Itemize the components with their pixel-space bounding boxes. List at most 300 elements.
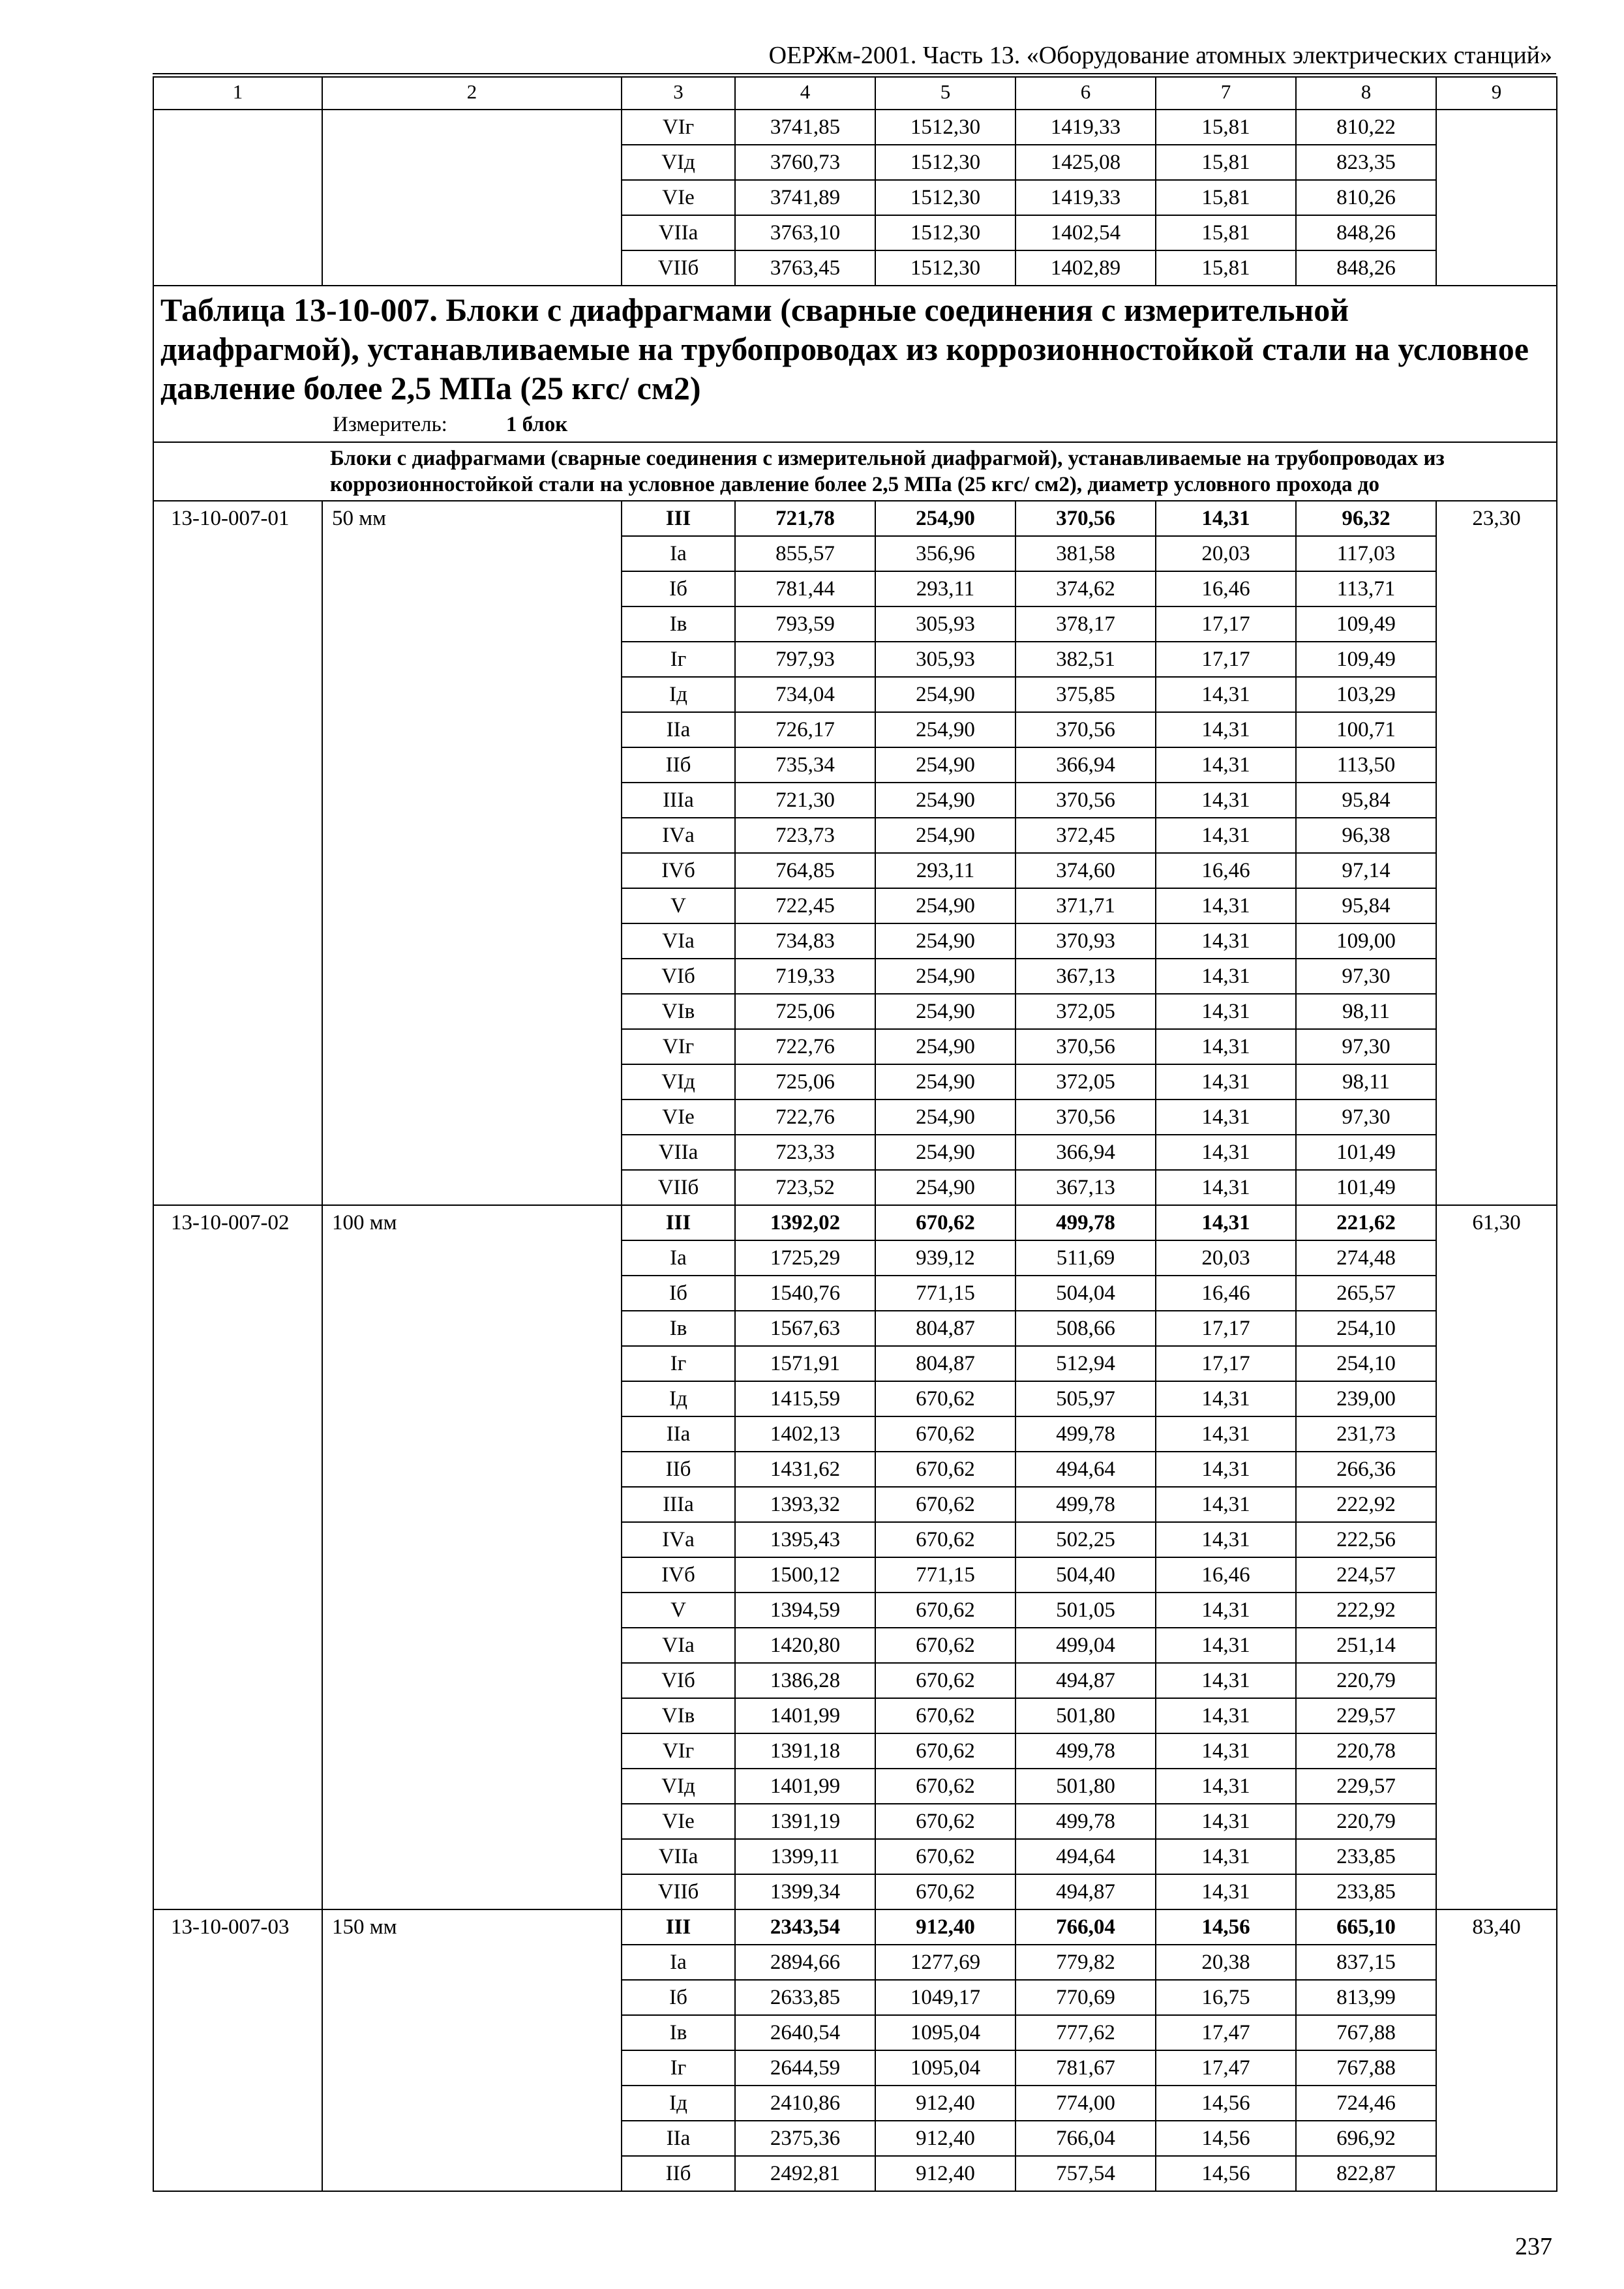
- value-cell: 113,71: [1296, 571, 1436, 606]
- value-cell: 254,90: [875, 501, 1015, 536]
- value-cell: 14,31: [1156, 1769, 1296, 1804]
- coefficient-level-cell: VIIб: [622, 1874, 735, 1909]
- value-cell: 97,14: [1296, 853, 1436, 888]
- value-cell: 14,31: [1156, 1170, 1296, 1205]
- column-number: 5: [875, 77, 1015, 110]
- coefficient-level-cell: VIIа: [622, 1839, 735, 1874]
- value-cell: 912,40: [875, 1909, 1015, 1945]
- value-cell: 1049,17: [875, 1980, 1015, 2015]
- value-cell: 2633,85: [735, 1980, 875, 2015]
- value-cell: 670,62: [875, 1839, 1015, 1874]
- value-cell: 3763,10: [735, 215, 875, 250]
- coefficient-level-cell: VIа: [622, 923, 735, 959]
- value-cell: 912,40: [875, 2086, 1015, 2121]
- coefficient-level-cell: V: [622, 1593, 735, 1628]
- table-row: [153, 1909, 1557, 1945]
- value-cell: 20,03: [1156, 1240, 1296, 1276]
- value-cell: 14,31: [1156, 959, 1296, 994]
- value-cell: 16,46: [1156, 853, 1296, 888]
- value-cell: 1419,33: [1015, 180, 1156, 215]
- value-cell: 15,81: [1156, 215, 1296, 250]
- value-cell: 494,87: [1015, 1663, 1156, 1698]
- coefficient-level-cell: VIд: [622, 145, 735, 180]
- value-cell: 15,81: [1156, 145, 1296, 180]
- value-cell: 2640,54: [735, 2015, 875, 2050]
- value-cell: 224,57: [1296, 1557, 1436, 1593]
- value-cell: 1567,63: [735, 1311, 875, 1346]
- value-cell: 1512,30: [875, 250, 1015, 286]
- column-9-cell: 23,30: [1436, 501, 1557, 1205]
- coefficient-level-cell: VIIа: [622, 215, 735, 250]
- value-cell: 1399,34: [735, 1874, 875, 1909]
- value-cell: 1500,12: [735, 1557, 875, 1593]
- value-cell: 494,64: [1015, 1839, 1156, 1874]
- value-cell: 670,62: [875, 1487, 1015, 1522]
- value-cell: 98,11: [1296, 994, 1436, 1029]
- rate-name-cell: 150 мм: [322, 1909, 622, 2191]
- coefficient-level-cell: Iб: [622, 571, 735, 606]
- table-body: [153, 77, 1557, 2191]
- column-number: 8: [1296, 77, 1436, 110]
- value-cell: 239,00: [1296, 1381, 1436, 1416]
- value-cell: 14,31: [1156, 1522, 1296, 1557]
- value-cell: 20,38: [1156, 1945, 1296, 1980]
- column-number: 4: [735, 77, 875, 110]
- value-cell: 1395,43: [735, 1522, 875, 1557]
- value-cell: 14,31: [1156, 1100, 1296, 1135]
- coefficient-level-cell: IIIа: [622, 1487, 735, 1522]
- value-cell: 1540,76: [735, 1276, 875, 1311]
- value-cell: 96,38: [1296, 818, 1436, 853]
- value-cell: 3760,73: [735, 145, 875, 180]
- value-cell: 109,00: [1296, 923, 1436, 959]
- value-cell: 1399,11: [735, 1839, 875, 1874]
- value-cell: 3741,85: [735, 110, 875, 145]
- value-cell: 770,69: [1015, 1980, 1156, 2015]
- value-cell: 2894,66: [735, 1945, 875, 1980]
- coefficient-level-cell: Iб: [622, 1980, 735, 2015]
- value-cell: 504,40: [1015, 1557, 1156, 1593]
- value-cell: 1391,19: [735, 1804, 875, 1839]
- value-cell: 777,62: [1015, 2015, 1156, 2050]
- value-cell: 14,31: [1156, 1064, 1296, 1100]
- value-cell: 726,17: [735, 712, 875, 747]
- coefficient-level-cell: VIв: [622, 1698, 735, 1733]
- value-cell: 229,57: [1296, 1769, 1436, 1804]
- value-cell: 109,49: [1296, 606, 1436, 642]
- value-cell: 781,44: [735, 571, 875, 606]
- coefficient-level-cell: IIб: [622, 1452, 735, 1487]
- value-cell: 16,46: [1156, 1557, 1296, 1593]
- value-cell: 103,29: [1296, 677, 1436, 712]
- value-cell: 764,85: [735, 853, 875, 888]
- value-cell: 372,05: [1015, 994, 1156, 1029]
- value-cell: 501,80: [1015, 1698, 1156, 1733]
- value-cell: 722,45: [735, 888, 875, 923]
- value-cell: 848,26: [1296, 215, 1436, 250]
- value-cell: 14,31: [1156, 1698, 1296, 1733]
- header-rule: [153, 73, 1556, 74]
- coefficient-level-cell: VIг: [622, 1029, 735, 1064]
- value-cell: 305,93: [875, 642, 1015, 677]
- value-cell: 254,90: [875, 923, 1015, 959]
- coefficient-level-cell: Iг: [622, 642, 735, 677]
- value-cell: 725,06: [735, 1064, 875, 1100]
- coefficient-level-cell: VIе: [622, 1100, 735, 1135]
- value-cell: 2492,81: [735, 2156, 875, 2191]
- value-cell: 1420,80: [735, 1628, 875, 1663]
- coefficient-level-cell: IVа: [622, 818, 735, 853]
- column-number: 9: [1436, 77, 1557, 110]
- value-cell: 15,81: [1156, 180, 1296, 215]
- value-cell: 98,11: [1296, 1064, 1436, 1100]
- value-cell: 1402,89: [1015, 250, 1156, 286]
- value-cell: 254,90: [875, 783, 1015, 818]
- page-number: 237: [1515, 2233, 1552, 2260]
- value-cell: 670,62: [875, 1593, 1015, 1628]
- value-cell: 2644,59: [735, 2050, 875, 2086]
- value-cell: 14,31: [1156, 1628, 1296, 1663]
- value-cell: 16,46: [1156, 571, 1296, 606]
- value-cell: 14,31: [1156, 712, 1296, 747]
- value-cell: 222,56: [1296, 1522, 1436, 1557]
- coefficient-level-cell: VIг: [622, 1733, 735, 1769]
- value-cell: 254,90: [875, 747, 1015, 783]
- value-cell: 499,78: [1015, 1804, 1156, 1839]
- value-cell: 696,92: [1296, 2121, 1436, 2156]
- value-cell: 1095,04: [875, 2050, 1015, 2086]
- value-cell: 14,31: [1156, 1804, 1296, 1839]
- value-cell: 14,31: [1156, 888, 1296, 923]
- value-cell: 254,90: [875, 959, 1015, 994]
- value-cell: 810,22: [1296, 110, 1436, 145]
- value-cell: 372,45: [1015, 818, 1156, 853]
- column-number: 1: [153, 77, 322, 110]
- coefficient-level-cell: IVа: [622, 1522, 735, 1557]
- value-cell: 251,14: [1296, 1628, 1436, 1663]
- value-cell: 3763,45: [735, 250, 875, 286]
- coefficient-level-cell: VIе: [622, 180, 735, 215]
- value-cell: 1425,08: [1015, 145, 1156, 180]
- coefficient-level-cell: VIIб: [622, 1170, 735, 1205]
- value-cell: 14,56: [1156, 2156, 1296, 2191]
- unit-value: 1 блок: [505, 413, 568, 436]
- value-cell: 370,56: [1015, 783, 1156, 818]
- value-cell: 14,31: [1156, 1416, 1296, 1452]
- value-cell: 1402,54: [1015, 215, 1156, 250]
- value-cell: 17,17: [1156, 1346, 1296, 1381]
- value-cell: 254,10: [1296, 1311, 1436, 1346]
- value-cell: 722,76: [735, 1100, 875, 1135]
- value-cell: 1431,62: [735, 1452, 875, 1487]
- value-cell: 95,84: [1296, 888, 1436, 923]
- value-cell: 14,31: [1156, 1452, 1296, 1487]
- value-cell: 222,92: [1296, 1593, 1436, 1628]
- coefficient-level-cell: VIв: [622, 994, 735, 1029]
- column-number: 7: [1156, 77, 1296, 110]
- value-cell: 722,76: [735, 1029, 875, 1064]
- value-cell: 804,87: [875, 1311, 1015, 1346]
- value-cell: 499,78: [1015, 1487, 1156, 1522]
- value-cell: 233,85: [1296, 1839, 1436, 1874]
- value-cell: 670,62: [875, 1874, 1015, 1909]
- value-cell: 670,62: [875, 1416, 1015, 1452]
- coefficient-level-cell: Iб: [622, 1276, 735, 1311]
- value-cell: 774,00: [1015, 2086, 1156, 2121]
- value-cell: 220,79: [1296, 1804, 1436, 1839]
- empty-cell: [322, 110, 622, 286]
- value-cell: 2375,36: [735, 2121, 875, 2156]
- value-cell: 767,88: [1296, 2015, 1436, 2050]
- coefficient-level-cell: VIб: [622, 1663, 735, 1698]
- value-cell: 735,34: [735, 747, 875, 783]
- value-cell: 723,73: [735, 818, 875, 853]
- rate-name-cell: 50 мм: [322, 501, 622, 1205]
- value-cell: 1391,18: [735, 1733, 875, 1769]
- value-cell: 719,33: [735, 959, 875, 994]
- value-cell: 231,73: [1296, 1416, 1436, 1452]
- value-cell: 725,06: [735, 994, 875, 1029]
- value-cell: 14,56: [1156, 2086, 1296, 2121]
- value-cell: 14,31: [1156, 994, 1296, 1029]
- value-cell: 14,31: [1156, 1839, 1296, 1874]
- value-cell: 1512,30: [875, 180, 1015, 215]
- value-cell: 499,04: [1015, 1628, 1156, 1663]
- column-number: 2: [322, 77, 622, 110]
- value-cell: 734,83: [735, 923, 875, 959]
- coefficient-level-cell: Iг: [622, 1346, 735, 1381]
- value-cell: 17,17: [1156, 1311, 1296, 1346]
- rates-table-wrapper: [153, 76, 1556, 2192]
- value-cell: 797,93: [735, 642, 875, 677]
- coefficient-level-cell: III: [622, 1909, 735, 1945]
- value-cell: 2410,86: [735, 2086, 875, 2121]
- value-cell: 370,93: [1015, 923, 1156, 959]
- value-cell: 14,31: [1156, 1663, 1296, 1698]
- value-cell: 723,33: [735, 1135, 875, 1170]
- value-cell: 1401,99: [735, 1698, 875, 1733]
- value-cell: 101,49: [1296, 1170, 1436, 1205]
- value-cell: 254,10: [1296, 1346, 1436, 1381]
- value-cell: 1277,69: [875, 1945, 1015, 1980]
- value-cell: 293,11: [875, 853, 1015, 888]
- value-cell: 670,62: [875, 1628, 1015, 1663]
- value-cell: 370,56: [1015, 1029, 1156, 1064]
- coefficient-level-cell: Iв: [622, 1311, 735, 1346]
- value-cell: 254,90: [875, 888, 1015, 923]
- value-cell: 511,69: [1015, 1240, 1156, 1276]
- value-cell: 912,40: [875, 2121, 1015, 2156]
- value-cell: 1512,30: [875, 215, 1015, 250]
- column-9-cell: 83,40: [1436, 1909, 1557, 2191]
- table-row: [153, 501, 1557, 536]
- value-cell: 757,54: [1015, 2156, 1156, 2191]
- value-cell: 366,94: [1015, 747, 1156, 783]
- value-cell: 721,78: [735, 501, 875, 536]
- value-cell: 16,46: [1156, 1276, 1296, 1311]
- table-title-cell: [153, 286, 1557, 442]
- value-cell: 293,11: [875, 571, 1015, 606]
- unit-line: [333, 410, 1550, 439]
- value-cell: 1415,59: [735, 1381, 875, 1416]
- value-cell: 17,47: [1156, 2050, 1296, 2086]
- value-cell: 771,15: [875, 1276, 1015, 1311]
- value-cell: 367,13: [1015, 959, 1156, 994]
- value-cell: 382,51: [1015, 642, 1156, 677]
- coefficient-level-cell: V: [622, 888, 735, 923]
- value-cell: 374,62: [1015, 571, 1156, 606]
- column-number: 6: [1015, 77, 1156, 110]
- coefficient-level-cell: IIб: [622, 747, 735, 783]
- value-cell: 1393,32: [735, 1487, 875, 1522]
- value-cell: 97,30: [1296, 1100, 1436, 1135]
- value-cell: 367,13: [1015, 1170, 1156, 1205]
- value-cell: 779,82: [1015, 1945, 1156, 1980]
- value-cell: 499,78: [1015, 1205, 1156, 1240]
- value-cell: 670,62: [875, 1769, 1015, 1804]
- value-cell: 1402,13: [735, 1416, 875, 1452]
- running-header: ОЕРЖм-2001. Часть 13. «Оборудование атомных электрических станций»: [768, 42, 1552, 69]
- coefficient-level-cell: Iа: [622, 1240, 735, 1276]
- value-cell: 494,64: [1015, 1452, 1156, 1487]
- value-cell: 499,78: [1015, 1733, 1156, 1769]
- value-cell: 494,87: [1015, 1874, 1156, 1909]
- value-cell: 14,31: [1156, 1381, 1296, 1416]
- value-cell: 766,04: [1015, 2121, 1156, 2156]
- rate-code-cell: 13-10-007-01: [153, 501, 322, 1205]
- value-cell: 254,90: [875, 1029, 1015, 1064]
- value-cell: 1401,99: [735, 1769, 875, 1804]
- table-title: Таблица 13-10-007. Блоки с диафрагмами (сварные соединения с измерительной диафрагмой), устанавливаемые на трубопроводах из коррозионностойкой стали на условное давление более 2,5 МПа (25 кгс/ см2): [160, 292, 1529, 406]
- value-cell: 14,31: [1156, 1487, 1296, 1522]
- table-title-row: [153, 286, 1557, 442]
- value-cell: 670,62: [875, 1522, 1015, 1557]
- value-cell: 14,31: [1156, 818, 1296, 853]
- value-cell: 100,71: [1296, 712, 1436, 747]
- table-subtitle: Блоки с диафрагмами (сварные соединения с измерительной диафрагмой), устанавливаемые на трубопроводах из коррозионностойкой стали на условное давление более 2,5 МПа (25 кгс/ см2), диаметр условного прохода до: [153, 442, 1557, 501]
- value-cell: 767,88: [1296, 2050, 1436, 2086]
- value-cell: 823,35: [1296, 145, 1436, 180]
- unit-label: Измеритель:: [333, 413, 447, 436]
- value-cell: 721,30: [735, 783, 875, 818]
- coefficient-level-cell: VIе: [622, 1804, 735, 1839]
- value-cell: 233,85: [1296, 1874, 1436, 1909]
- value-cell: 97,30: [1296, 1029, 1436, 1064]
- value-cell: 254,90: [875, 712, 1015, 747]
- value-cell: 501,05: [1015, 1593, 1156, 1628]
- value-cell: 734,04: [735, 677, 875, 712]
- value-cell: 1392,02: [735, 1205, 875, 1240]
- value-cell: 804,87: [875, 1346, 1015, 1381]
- value-cell: 1512,30: [875, 110, 1015, 145]
- value-cell: 670,62: [875, 1698, 1015, 1733]
- value-cell: 505,97: [1015, 1381, 1156, 1416]
- coefficient-level-cell: IIа: [622, 712, 735, 747]
- value-cell: 3741,89: [735, 180, 875, 215]
- value-cell: 1095,04: [875, 2015, 1015, 2050]
- value-cell: 14,31: [1156, 1029, 1296, 1064]
- value-cell: 1386,28: [735, 1663, 875, 1698]
- value-cell: 1512,30: [875, 145, 1015, 180]
- value-cell: 109,49: [1296, 642, 1436, 677]
- value-cell: 670,62: [875, 1381, 1015, 1416]
- value-cell: 305,93: [875, 606, 1015, 642]
- value-cell: 723,52: [735, 1170, 875, 1205]
- coefficient-level-cell: VIIб: [622, 250, 735, 286]
- coefficient-level-cell: Iд: [622, 1381, 735, 1416]
- value-cell: 222,92: [1296, 1487, 1436, 1522]
- coefficient-level-cell: IIа: [622, 1416, 735, 1452]
- value-cell: 254,90: [875, 994, 1015, 1029]
- value-cell: 14,31: [1156, 1205, 1296, 1240]
- value-cell: 220,79: [1296, 1663, 1436, 1698]
- coefficient-level-cell: VIа: [622, 1628, 735, 1663]
- value-cell: 781,67: [1015, 2050, 1156, 2086]
- value-cell: 1419,33: [1015, 110, 1156, 145]
- table-row: [153, 1205, 1557, 1240]
- column-number: 3: [622, 77, 735, 110]
- value-cell: 2343,54: [735, 1909, 875, 1945]
- coefficient-level-cell: IIIа: [622, 783, 735, 818]
- value-cell: 14,31: [1156, 747, 1296, 783]
- value-cell: 220,78: [1296, 1733, 1436, 1769]
- value-cell: 14,31: [1156, 783, 1296, 818]
- coefficient-level-cell: Iг: [622, 2050, 735, 2086]
- value-cell: 512,94: [1015, 1346, 1156, 1381]
- value-cell: 17,17: [1156, 642, 1296, 677]
- rate-code-cell: 13-10-007-03: [153, 1909, 322, 2191]
- value-cell: 14,31: [1156, 1874, 1296, 1909]
- coefficient-level-cell: Iв: [622, 606, 735, 642]
- coefficient-level-cell: IIа: [622, 2121, 735, 2156]
- coefficient-level-cell: Iд: [622, 2086, 735, 2121]
- value-cell: 14,31: [1156, 1733, 1296, 1769]
- value-cell: 14,31: [1156, 677, 1296, 712]
- value-cell: 229,57: [1296, 1698, 1436, 1733]
- coefficient-level-cell: Iа: [622, 536, 735, 571]
- value-cell: 254,90: [875, 1170, 1015, 1205]
- rates-table: [153, 76, 1557, 2192]
- value-cell: 1394,59: [735, 1593, 875, 1628]
- value-cell: 670,62: [875, 1452, 1015, 1487]
- value-cell: 14,31: [1156, 501, 1296, 536]
- value-cell: 855,57: [735, 536, 875, 571]
- value-cell: 15,81: [1156, 250, 1296, 286]
- table-row: [153, 110, 1557, 145]
- value-cell: 14,56: [1156, 2121, 1296, 2156]
- value-cell: 370,56: [1015, 712, 1156, 747]
- value-cell: 17,17: [1156, 606, 1296, 642]
- column-9-cell: 61,30: [1436, 1205, 1557, 1909]
- value-cell: 265,57: [1296, 1276, 1436, 1311]
- value-cell: 724,46: [1296, 2086, 1436, 2121]
- value-cell: 254,90: [875, 677, 1015, 712]
- value-cell: 17,47: [1156, 2015, 1296, 2050]
- value-cell: 254,90: [875, 1135, 1015, 1170]
- column-number-row: [153, 77, 1557, 110]
- empty-cell: [1436, 110, 1557, 286]
- value-cell: 372,05: [1015, 1064, 1156, 1100]
- coefficient-level-cell: IVб: [622, 853, 735, 888]
- coefficient-level-cell: VIг: [622, 110, 735, 145]
- value-cell: 939,12: [875, 1240, 1015, 1276]
- value-cell: 810,26: [1296, 180, 1436, 215]
- value-cell: 670,62: [875, 1733, 1015, 1769]
- value-cell: 96,32: [1296, 501, 1436, 536]
- value-cell: 771,15: [875, 1557, 1015, 1593]
- value-cell: 912,40: [875, 2156, 1015, 2191]
- value-cell: 254,90: [875, 818, 1015, 853]
